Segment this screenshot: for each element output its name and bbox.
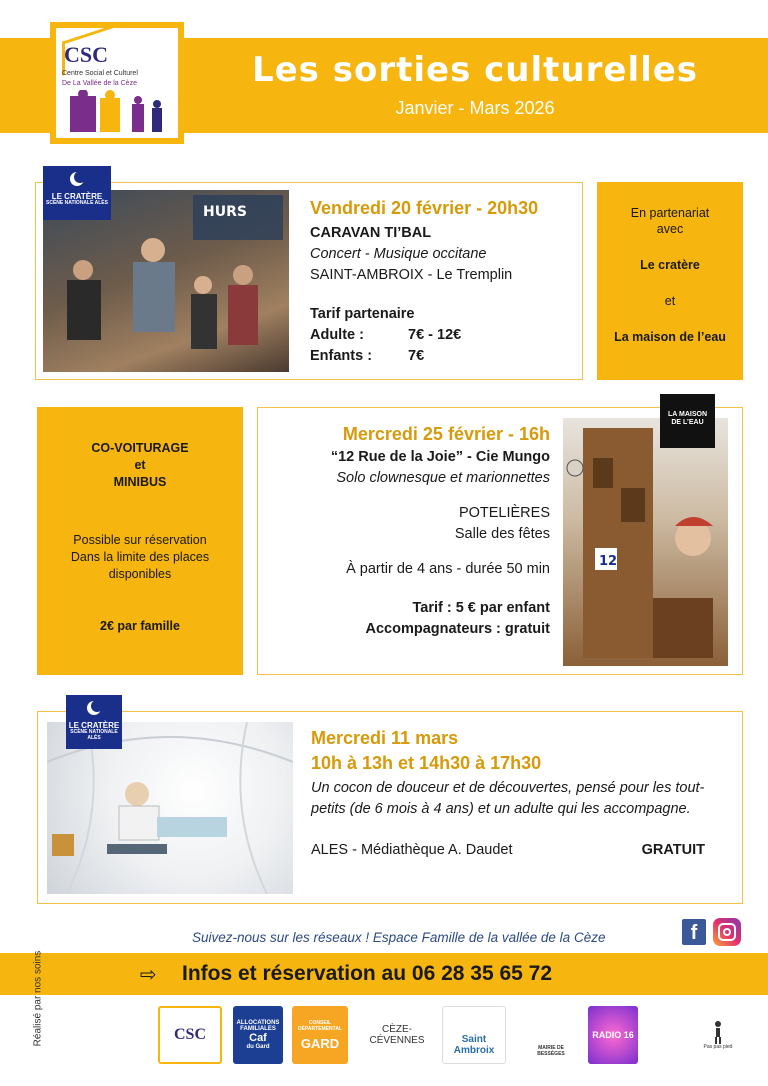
- logo-text: CSC: [64, 42, 109, 67]
- credit-text: Réalisé par nos soins: [32, 950, 44, 1047]
- carpool-l2: et: [134, 458, 146, 472]
- pedestrian-icon: [710, 1020, 726, 1044]
- door-number: 12: [599, 554, 618, 569]
- info-reservation: Infos et réservation au 06 28 35 65 72: [182, 962, 553, 985]
- event-2-name: “12 Rue de la Joie” - Cie Mungo: [330, 449, 550, 465]
- event-3-description: Un cocon de douceur et de découvertes, pensé pour les tout-petits (de 6 mois à 4 ans) et un adulte qui les accompagne.: [311, 780, 705, 817]
- event-1-name: CARAVAN TI’BAL: [310, 225, 432, 241]
- credit-wrapper: [32, 935, 44, 1065]
- gard-line2: GARD: [300, 1035, 340, 1051]
- carpool-price: 2€ par famille: [100, 619, 180, 633]
- partner-line2: avec: [656, 222, 684, 236]
- csc-logo: [50, 22, 184, 144]
- partner-logo-csc: [158, 1006, 222, 1064]
- arrow-icon: ⇨: [140, 964, 157, 986]
- event-2-venue: Salle des fêtes: [454, 526, 550, 542]
- event-1-date: Vendredi 20 février - 20h30: [310, 198, 539, 218]
- carpool-box: [37, 407, 243, 675]
- moon-icon: [70, 172, 84, 186]
- event-1-tarif-title: Tarif partenaire: [310, 306, 415, 322]
- partnership-box: [597, 182, 743, 380]
- partner-maison: La maison de l’eau: [614, 330, 726, 344]
- child-label: Enfants :: [310, 348, 373, 364]
- event-1-adult-row: [310, 325, 580, 346]
- pied-text: Pas pas pied: [703, 1044, 733, 1050]
- event-2-tarif: Tarif : 5 € par enfant: [412, 600, 550, 616]
- ceze-line2: CÉVENNES: [369, 1035, 425, 1046]
- logo-sub1: Centre Social et Culturel: [62, 70, 138, 77]
- child-price: 7€: [408, 348, 425, 364]
- partner-logo-pedestrian: [700, 1006, 736, 1064]
- carpool-d1: Possible sur réservation: [73, 533, 207, 547]
- partner-logo-gard: [292, 1006, 348, 1064]
- le-cratere-badge-2: [66, 695, 122, 749]
- carpool-d2: Dans la limite des places: [70, 550, 210, 564]
- caf-line2: FAMILIALES: [240, 1026, 276, 1032]
- event-2-age: À partir de 4 ans - durée 50 min: [346, 561, 550, 577]
- gard-line1: CONSEIL DÉPARTEMENTAL: [298, 1019, 342, 1032]
- social-text: Suivez-nous sur les réseaux ! Espace Famille de la vallée de la Cèze: [192, 930, 606, 945]
- partner-logo-radio16: [588, 1006, 638, 1064]
- event-1-place: SAINT-AMBROIX - Le Tremplin: [310, 267, 513, 283]
- event-3-hours: 10h à 13h et 14h30 à 17h30: [311, 753, 542, 773]
- partner-csc-text: CSC: [173, 1026, 206, 1043]
- event-3-date: Mercredi 11 mars: [311, 728, 459, 748]
- caf-line1: ALLOCATIONS: [236, 1020, 280, 1026]
- logo-sub2: De La Vallée de la Cèze: [62, 80, 137, 87]
- carpool-l1: CO-VOITURAGE: [91, 441, 189, 455]
- event-2-accomp: Accompagnateurs : gratuit: [365, 621, 550, 637]
- partner-logo-ceze: [362, 1006, 432, 1064]
- le-cratere-badge: [43, 166, 111, 220]
- radio-text: RADIO 16: [592, 1030, 634, 1040]
- carpool-l3: MINIBUS: [113, 475, 167, 489]
- adult-price: 7€ - 12€: [408, 327, 462, 343]
- event-2-town: POTELIÈRES: [458, 505, 550, 521]
- badge-title: LE CRATÈRE: [51, 192, 103, 201]
- event-1-child-row: [310, 346, 580, 367]
- partner-line1: En partenariat: [630, 206, 710, 220]
- event-2-details: [264, 424, 550, 640]
- moon-icon: [87, 701, 101, 715]
- adult-label: Adulte :: [310, 327, 364, 343]
- partner-and: et: [664, 294, 676, 308]
- bess-text: MAIRIE DE BESSÈGES: [537, 1045, 565, 1057]
- event-3-details: [311, 728, 725, 861]
- ceze-line1: CÈZE-: [382, 1024, 412, 1035]
- badge-subtitle: DE L’EAU: [671, 418, 704, 426]
- partner-logo-caf: [233, 1006, 283, 1064]
- page-subtitle: Janvier - Mars 2026: [395, 98, 555, 118]
- partner-logo-besseges: [525, 1006, 577, 1064]
- badge-subtitle: SCÈNE NATIONALE ALÈS: [46, 200, 108, 207]
- maison-de-leau-badge: [660, 394, 715, 448]
- event-3-place-row: [311, 840, 725, 861]
- event-1-genre: Concert - Musique occitane: [310, 246, 487, 262]
- caf-line3: Caf: [249, 1032, 267, 1044]
- caf-line4: du Gard: [246, 1044, 270, 1050]
- event-1-details: [310, 198, 580, 367]
- carpool-d3: disponibles: [108, 567, 172, 581]
- badge-subtitle: SCÈNE NATIONALE ALÈS: [70, 729, 118, 741]
- svg-text:HURS: HURS: [203, 204, 247, 220]
- puppet-photo: [563, 418, 728, 666]
- event-2-date: Mercredi 25 février - 16h: [342, 424, 550, 444]
- event-2-genre: Solo clownesque et marionnettes: [336, 470, 550, 486]
- family-figures-icon: [66, 90, 176, 136]
- partner-cratere: Le cratère: [640, 258, 700, 272]
- puppet-house-illustration: [563, 418, 728, 666]
- event-3-place: ALES - Médiathèque A. Daudet: [311, 842, 513, 858]
- facebook-icon[interactable]: f: [682, 919, 706, 945]
- badge-title: LE CRATÈRE: [68, 721, 120, 730]
- instagram-icon[interactable]: [713, 918, 741, 946]
- page-title: Les sorties culturelles: [251, 50, 699, 90]
- stamb-text: Saint Ambroix: [453, 1034, 495, 1056]
- partner-logo-saint-ambroix: [442, 1006, 506, 1064]
- badge-title: LA MAISON: [667, 411, 708, 418]
- event-3-price: GRATUIT: [641, 842, 705, 858]
